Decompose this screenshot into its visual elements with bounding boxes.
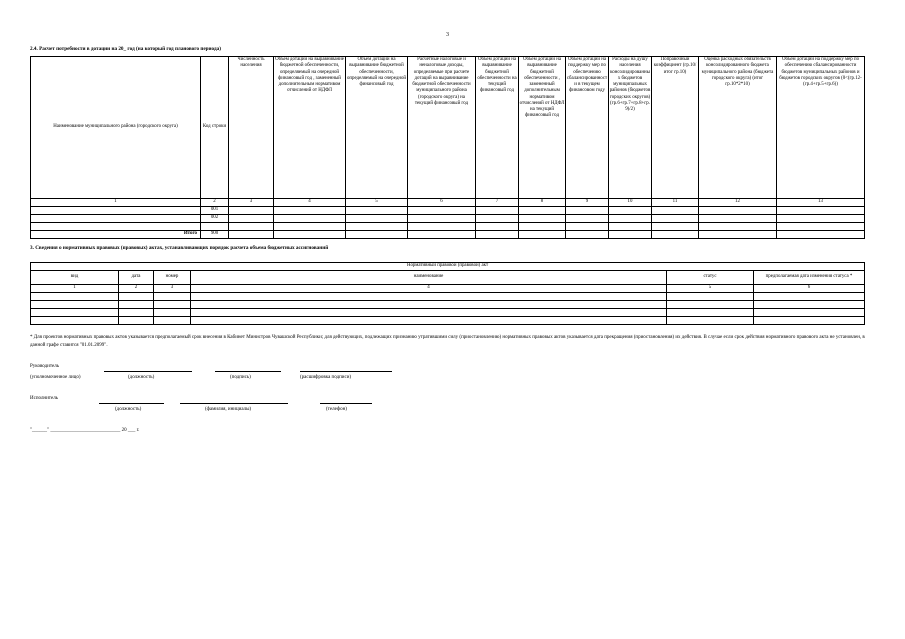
value-cell (519, 231, 566, 239)
column-number-row (31, 199, 865, 207)
value-cell (154, 301, 191, 309)
value-cell (408, 207, 476, 215)
footnote: * Для проектов нормативных правовых актов указывается предполагаемый срок внесения в Кабинет Министров Чувашской Республики; для действующих, подлежащих признанию утратившими силу (приостановлению) нормативных правовых актов указывается дата прекращения (приостановления) их действия. В случае если срок действия нормативного правового акта не установлен, в данной графе ставится "01.01.2099". (30, 335, 865, 348)
column-number: 3 (229, 199, 274, 207)
value-cell (274, 223, 346, 231)
header-cell: вид (31, 271, 119, 285)
header-cell: статус (667, 271, 754, 285)
value-cell (652, 207, 699, 215)
executor-position-caption: (должность) (115, 407, 142, 412)
column-number: 13 (777, 199, 865, 207)
value-cell (229, 223, 274, 231)
value-cell (699, 215, 777, 223)
column-number: 8 (519, 199, 566, 207)
phone-caption: (телефон) (326, 407, 347, 412)
column-number: 1 (31, 285, 119, 293)
column-number: 4 (191, 285, 667, 293)
value-cell (346, 215, 408, 223)
table-row (31, 309, 865, 317)
row-code: 002 (201, 215, 229, 223)
value-cell (609, 223, 652, 231)
head-sub-label: (уполномоченное лицо) (30, 375, 81, 380)
value-cell (519, 207, 566, 215)
value-cell (566, 215, 609, 223)
header-cell: Наименование муниципального района (городского округа) (31, 57, 201, 199)
value-cell (519, 223, 566, 231)
header-cell: Расчетные налоговые и неналоговые доходы, определяемые при расчете дотаций на выравнивание бюджетной обеспеченности муниципального района (городского округа) на текущий финансовый год (408, 57, 476, 199)
value-cell (191, 301, 667, 309)
page-number: 3 (446, 32, 449, 38)
value-cell (119, 309, 154, 317)
value-cell (229, 215, 274, 223)
head-label: Руководитель (30, 364, 60, 369)
value-cell (777, 231, 865, 239)
column-number: 10 (609, 199, 652, 207)
full-name-caption: (фамилия, инициалы) (205, 407, 252, 412)
header-cell: Поправочный коэффициент (гр.10/итог гр.10) (652, 57, 699, 199)
table-row (31, 215, 865, 223)
column-number: 9 (566, 199, 609, 207)
column-number-row (31, 285, 865, 293)
value-cell (31, 309, 119, 317)
value-cell (31, 317, 119, 325)
value-cell (754, 309, 865, 317)
value-cell (119, 317, 154, 325)
column-number: 5 (667, 285, 754, 293)
value-cell (699, 223, 777, 231)
column-number: 3 (154, 285, 191, 293)
value-cell (346, 207, 408, 215)
header-cell: предполагаемая дата изменения статуса * (754, 271, 865, 285)
table-row (31, 223, 865, 231)
value-cell (476, 207, 519, 215)
value-cell (229, 207, 274, 215)
total-label: Итого (31, 231, 201, 239)
header-cell: Объем дотаций на поддержку мер по обеспечению сбалансированности бюджетов муниципальных районов и бюджетов городских округов (0<(гр.12-(гр.4+гр.5+гр.6)) (777, 57, 865, 199)
value-cell (191, 293, 667, 301)
column-number: 2 (201, 199, 229, 207)
value-cell (154, 317, 191, 325)
value-cell (119, 293, 154, 301)
row-code: 001 (201, 207, 229, 215)
district-name-cell (31, 207, 201, 215)
header-row (31, 57, 865, 199)
value-cell (191, 309, 667, 317)
column-number: 6 (754, 285, 865, 293)
value-cell (31, 293, 119, 301)
section-2-4-title: 2.4. Расчет потребности в дотации на 20_ год (на который год планового периода) (30, 46, 221, 52)
value-cell (652, 215, 699, 223)
group-header: Нормативный правовой (правовой) акт (31, 263, 865, 271)
header-cell: Объем дотаций на выравнивание бюджетной обеспеченности, определяемый на очередной финансовый год (346, 57, 408, 199)
column-number: 6 (408, 199, 476, 207)
row-code (201, 223, 229, 231)
executor-label: Исполнитель (30, 396, 58, 401)
header-cell: Объем дотации на поддержку мер по обеспечению сбалансированности в текущем финансовом году (566, 57, 609, 199)
table-row (31, 207, 865, 215)
column-number: 5 (346, 199, 408, 207)
value-cell (652, 223, 699, 231)
header-cell: номер (154, 271, 191, 285)
table-row (31, 317, 865, 325)
value-cell (667, 293, 754, 301)
value-cell (566, 231, 609, 239)
header-cell: Численность населения (229, 57, 274, 199)
header-cell: Оценка расходных обязательств консолидированного бюджета муниципального района (бюджета городского округа) (итог гр.10*2*10) (699, 57, 777, 199)
column-number: 1 (31, 199, 201, 207)
total-code: 900 (201, 231, 229, 239)
value-cell (667, 317, 754, 325)
value-cell (609, 231, 652, 239)
value-cell (754, 301, 865, 309)
position-caption: (должность) (128, 375, 155, 380)
value-cell (609, 215, 652, 223)
value-cell (609, 207, 652, 215)
value-cell (119, 301, 154, 309)
group-header-row (31, 263, 865, 271)
column-number: 4 (274, 199, 346, 207)
value-cell (476, 231, 519, 239)
header-row (31, 271, 865, 285)
value-cell (154, 293, 191, 301)
value-cell (777, 207, 865, 215)
table-row (31, 293, 865, 301)
value-cell (191, 317, 667, 325)
section-3-title: 3. Сведения о нормативных правовых (правовых) актах, устанавливающих порядок расчета объема бюджетных ассигнований (30, 245, 329, 251)
potrebnost-table (30, 56, 865, 239)
position-line (104, 371, 192, 372)
district-name-cell (31, 215, 201, 223)
total-row (31, 231, 865, 239)
signature-caption: (подпись) (230, 375, 251, 380)
header-cell: Расходы на душу населения консолидированных бюджетов муниципальных районов (бюджетов городских округов) (гр.6+гр.7+гр.8+гр.9)/2) (609, 57, 652, 199)
header-cell: наименование (191, 271, 667, 285)
value-cell (699, 231, 777, 239)
executor-position-line (99, 403, 164, 404)
value-cell (777, 215, 865, 223)
district-name-cell (31, 223, 201, 231)
header-cell: Объем дотаций на выравнивание бюджетной обеспеченности на текущий финансовый год (476, 57, 519, 199)
value-cell (777, 223, 865, 231)
table-row (31, 301, 865, 309)
value-cell (31, 301, 119, 309)
decoding-caption: (расшифровка подписи) (300, 375, 352, 380)
full-name-line (180, 403, 288, 404)
value-cell (274, 207, 346, 215)
header-cell: Код строки (201, 57, 229, 199)
value-cell (519, 215, 566, 223)
value-cell (754, 293, 865, 301)
decoding-line (300, 371, 392, 372)
column-number: 2 (119, 285, 154, 293)
signature-line (215, 371, 281, 372)
value-cell (566, 207, 609, 215)
value-cell (754, 317, 865, 325)
value-cell (652, 231, 699, 239)
value-cell (274, 231, 346, 239)
column-number: 12 (699, 199, 777, 207)
column-number: 7 (476, 199, 519, 207)
header-cell: Объем дотаций на выравнивание бюджетной обеспеченности , замененный дополнительным нормативом отчислений от НДФЛ на текущий финансовый год (519, 57, 566, 199)
legal-acts-table (30, 262, 865, 325)
header-cell: Объем дотаций на выравнивание бюджетной обеспеченности, определяемый на очередной финансовый год , замененный дополнительным нормативом отчислений от НДФЛ (274, 57, 346, 199)
value-cell (229, 231, 274, 239)
value-cell (476, 215, 519, 223)
value-cell (408, 231, 476, 239)
value-cell (346, 231, 408, 239)
value-cell (566, 223, 609, 231)
value-cell (408, 215, 476, 223)
value-cell (476, 223, 519, 231)
value-cell (408, 223, 476, 231)
value-cell (154, 309, 191, 317)
column-number: 11 (652, 199, 699, 207)
value-cell (346, 223, 408, 231)
value-cell (667, 301, 754, 309)
value-cell (667, 309, 754, 317)
date-line: "______" ____________________________ 20 ___ г. (30, 428, 140, 433)
value-cell (274, 215, 346, 223)
value-cell (699, 207, 777, 215)
header-cell: дата (119, 271, 154, 285)
phone-line (320, 403, 372, 404)
